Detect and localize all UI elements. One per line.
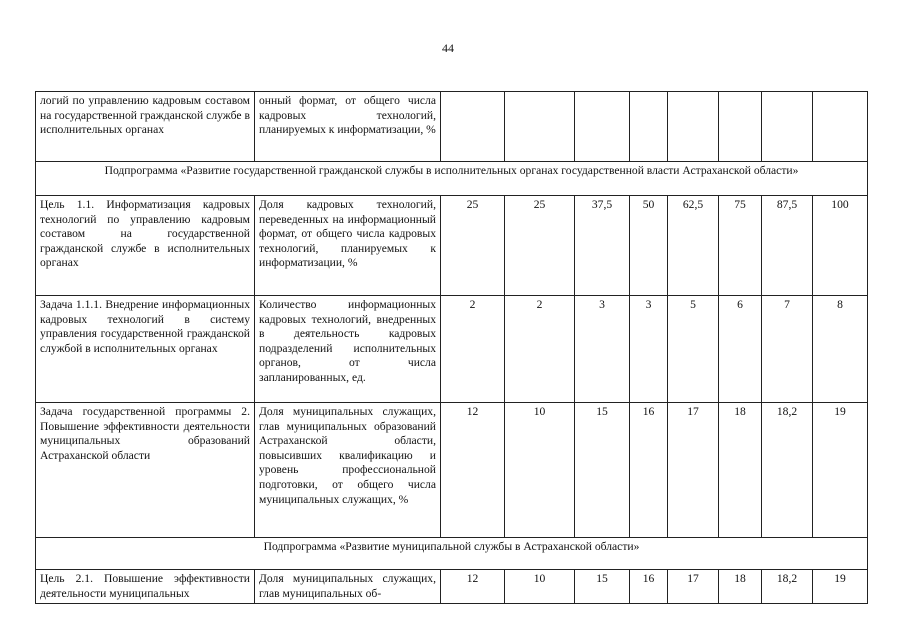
table-row xyxy=(36,92,868,162)
subprogram-title: Подпрограмма «Развитие муниципальной службы в Астраханской области» xyxy=(36,538,868,570)
value-cell: 16 xyxy=(630,403,668,538)
value-cell: 75 xyxy=(719,196,762,296)
indicator-cell: Доля муниципальных служащих, глав муниципальных об- xyxy=(255,570,441,604)
page-number: 44 xyxy=(442,41,454,55)
value-cell: 15 xyxy=(575,570,630,604)
value-cell: 2 xyxy=(441,296,505,403)
indicator-cell: онный формат, от общего числа кадровых технологий, планируемых к информатизации, % xyxy=(255,92,441,162)
value-cell: 12 xyxy=(441,403,505,538)
value-cell: 18,2 xyxy=(762,570,813,604)
value-cell: 50 xyxy=(630,196,668,296)
value-cell xyxy=(441,92,505,162)
value-cell: 18 xyxy=(719,570,762,604)
table-row xyxy=(36,403,868,538)
value-cell xyxy=(813,92,868,162)
value-cell: 18 xyxy=(719,403,762,538)
value-cell xyxy=(505,92,575,162)
value-cell: 2 xyxy=(505,296,575,403)
value-cell: 3 xyxy=(630,296,668,403)
value-cell: 3 xyxy=(575,296,630,403)
table-row xyxy=(36,570,868,604)
value-cell: 37,5 xyxy=(575,196,630,296)
goal-cell: Задача 1.1.1. Внедрение информационных кадровых технологий в систему управления государственной гражданской службой в исполнительных органах xyxy=(36,296,255,403)
table-row xyxy=(36,296,868,403)
goal-cell: логий по управлению кадровым составом на государственной гражданской службе в исполнительных органах xyxy=(36,92,255,162)
indicators-table xyxy=(35,91,868,604)
indicator-cell: Доля кадровых технологий, переведенных на информационный формат, от общего числа кадровых технологий, планируемых к информатизации, % xyxy=(255,196,441,296)
value-cell: 19 xyxy=(813,570,868,604)
value-cell: 10 xyxy=(505,403,575,538)
value-cell: 25 xyxy=(441,196,505,296)
value-cell: 7 xyxy=(762,296,813,403)
value-cell: 18,2 xyxy=(762,403,813,538)
subprogram-row xyxy=(36,538,868,570)
indicator-cell: Доля муниципальных служащих, глав муниципальных образований Астраханской области, повысивших квалификацию и уровень профессиональной подготовки, от общего числа муниципальных служащих, % xyxy=(255,403,441,538)
value-cell: 15 xyxy=(575,403,630,538)
value-cell: 17 xyxy=(668,403,719,538)
table-row xyxy=(36,196,868,296)
value-cell xyxy=(719,92,762,162)
value-cell: 8 xyxy=(813,296,868,403)
goal-cell: Задача государственной программы 2. Повышение эффективности деятельности муниципальных образований Астраханской области xyxy=(36,403,255,538)
subprogram-row xyxy=(36,162,868,196)
value-cell: 10 xyxy=(505,570,575,604)
value-cell: 19 xyxy=(813,403,868,538)
value-cell xyxy=(630,92,668,162)
value-cell: 12 xyxy=(441,570,505,604)
subprogram-title: Подпрограмма «Развитие государственной гражданской службы в исполнительных органах государственной власти Астраханской области» xyxy=(36,162,868,196)
value-cell: 17 xyxy=(668,570,719,604)
value-cell xyxy=(668,92,719,162)
goal-cell: Цель 1.1. Информатизация кадровых технологий по управлению кадровым составом на государственной гражданской службе в исполнительных органах xyxy=(36,196,255,296)
goal-cell: Цель 2.1. Повышение эффективности деятельности муниципальных xyxy=(36,570,255,604)
value-cell: 100 xyxy=(813,196,868,296)
indicator-cell: Количество информационных кадровых технологий, внедренных в деятельность кадровых подразделений исполнительных органов, от числа запланированных, ед. xyxy=(255,296,441,403)
value-cell xyxy=(575,92,630,162)
value-cell: 62,5 xyxy=(668,196,719,296)
value-cell xyxy=(762,92,813,162)
value-cell: 16 xyxy=(630,570,668,604)
value-cell: 6 xyxy=(719,296,762,403)
value-cell: 5 xyxy=(668,296,719,403)
value-cell: 25 xyxy=(505,196,575,296)
value-cell: 87,5 xyxy=(762,196,813,296)
